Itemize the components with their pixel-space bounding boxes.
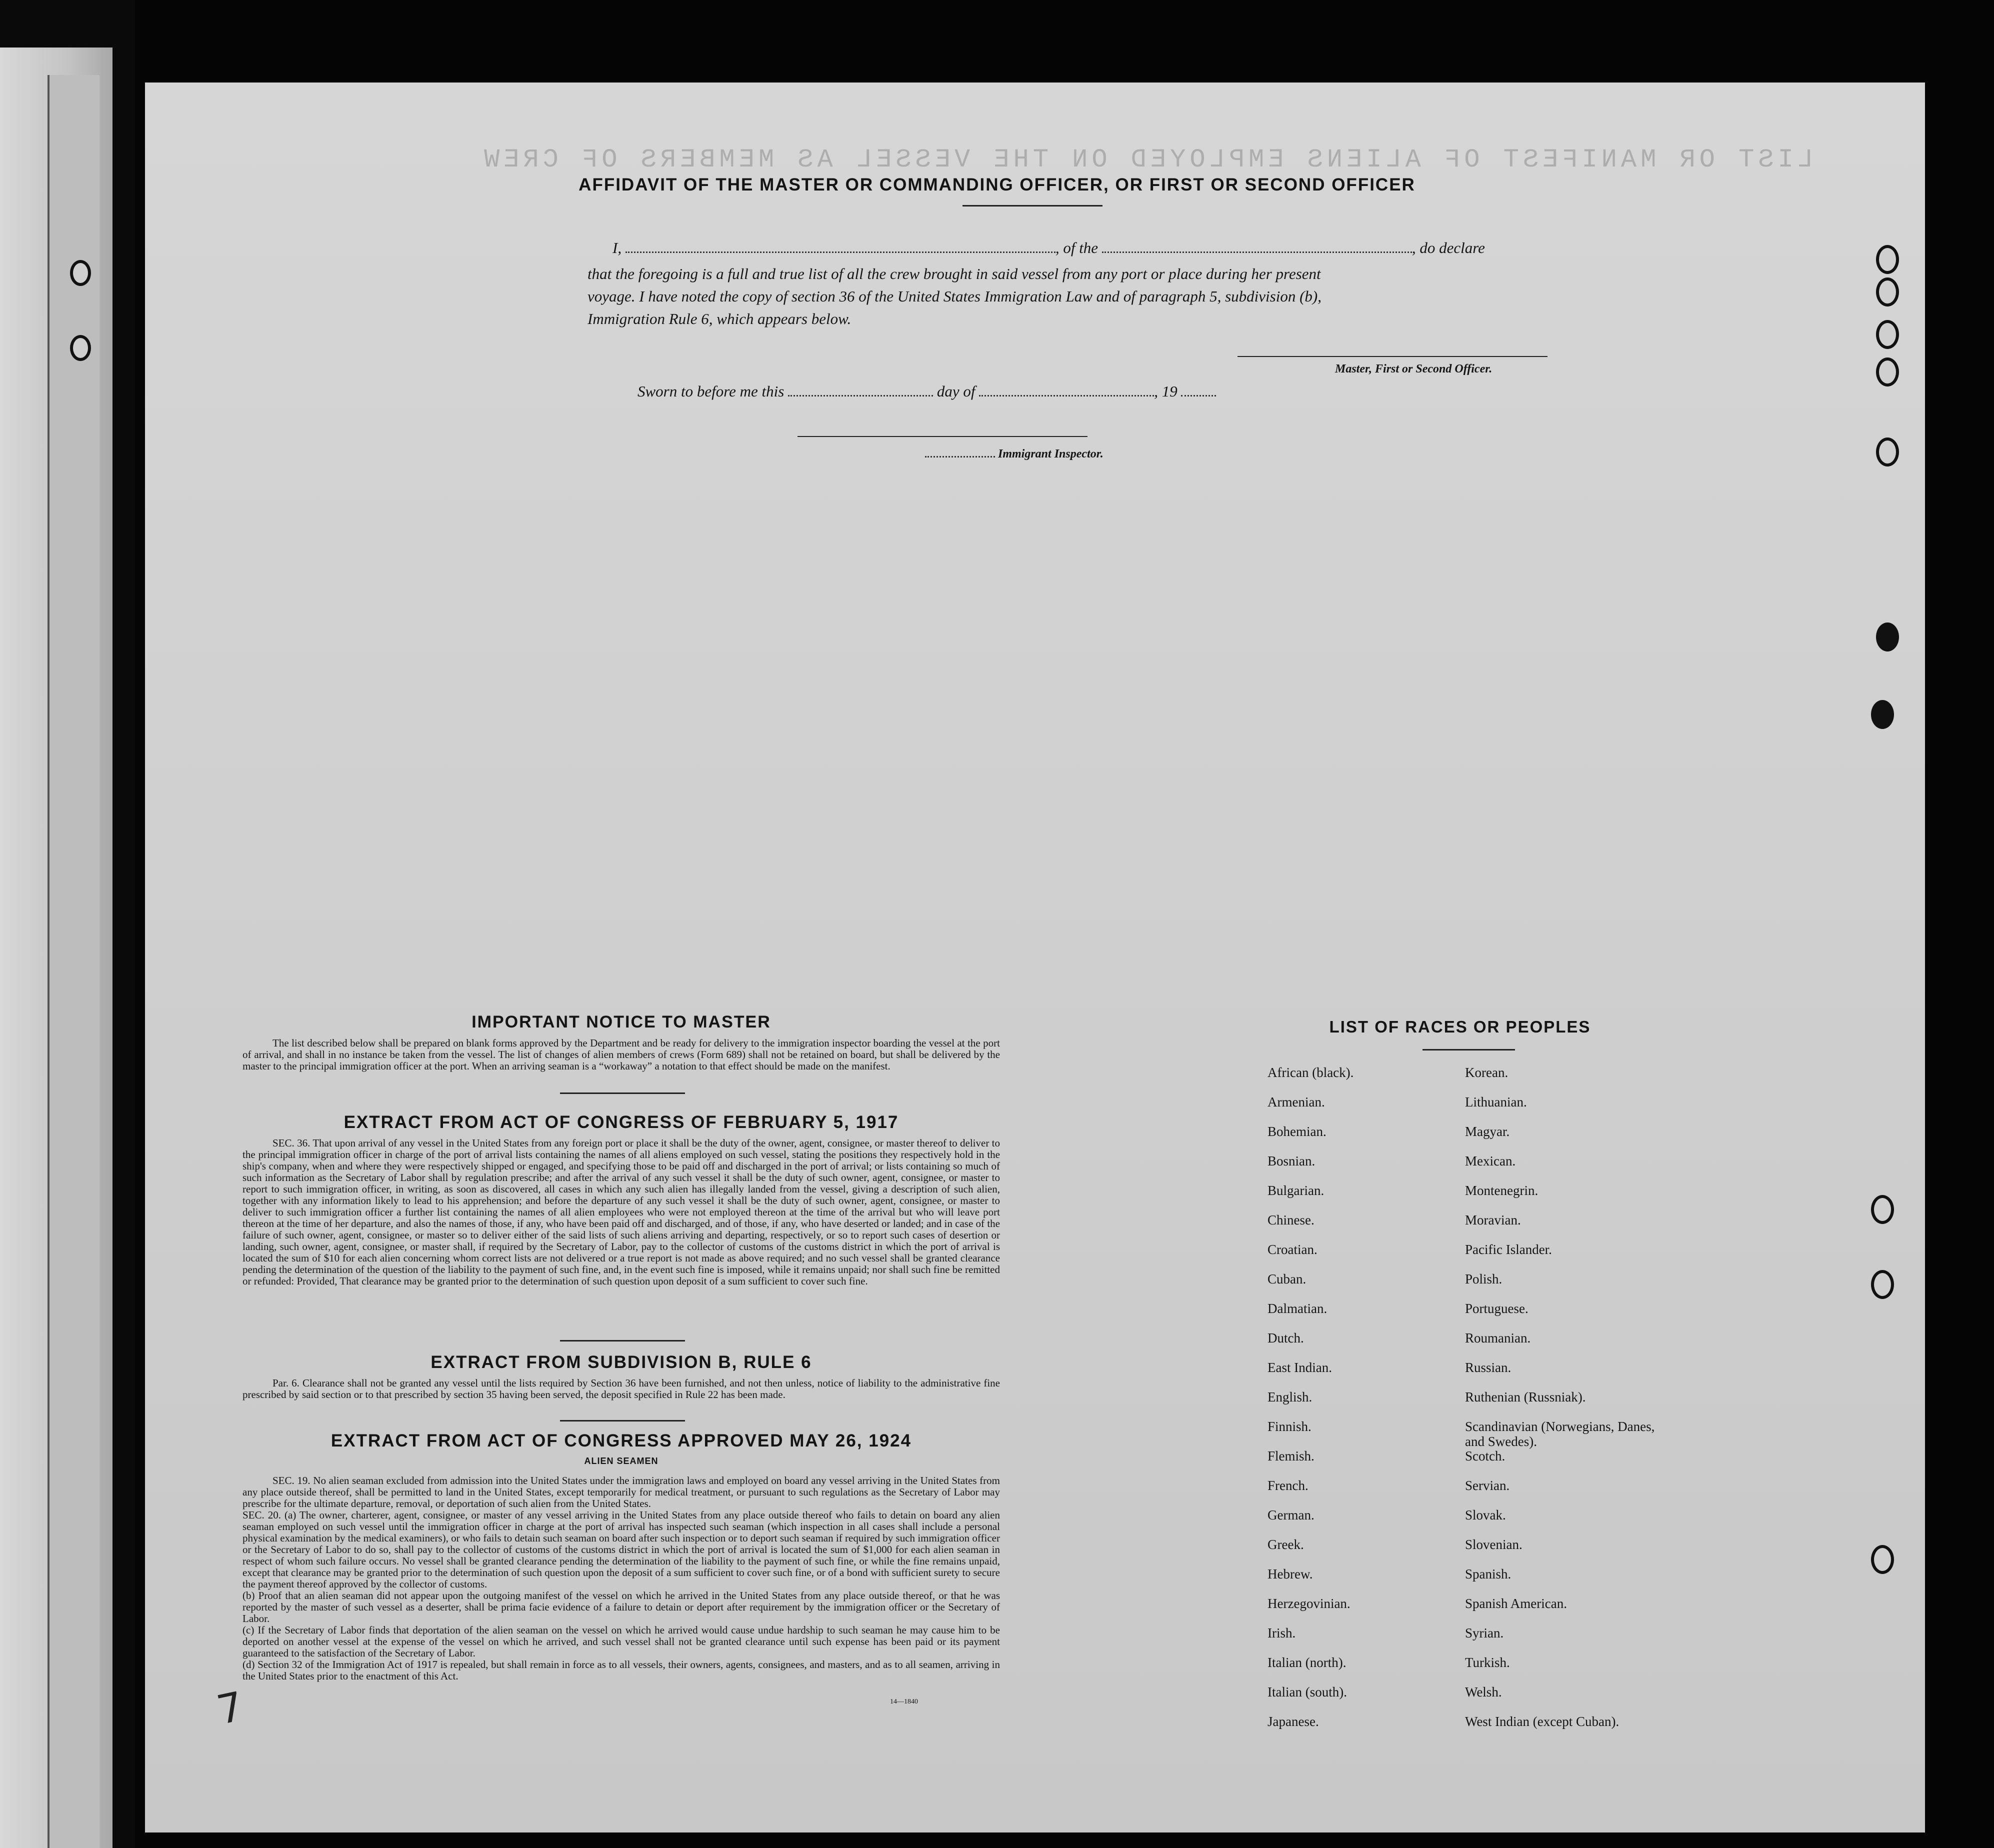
race-item: Russian. bbox=[1465, 1360, 1512, 1375]
punch-hole bbox=[1871, 1195, 1894, 1224]
race-item: Pacific Islander. bbox=[1465, 1242, 1552, 1257]
race-item: Japanese. bbox=[1268, 1714, 1319, 1729]
punch-hole bbox=[1871, 700, 1894, 729]
race-item: Roumanian. bbox=[1465, 1330, 1531, 1346]
race-item: Armenian. bbox=[1268, 1094, 1325, 1110]
notice-body: The list described below shall be prepared on blank forms approved by the Department and be ready for delivery to the immigration inspector boarding the vessel at the port of arrival, and shall in no instance be taken from the vessel. The list of changes of alien members of crews (Form 689) shall not be retained on board, but shall be delivered by the master to the principal immigration officer at the port. When an arriving seaman is a “workaway” a notation to that effect should be made on the manifest. bbox=[242, 1037, 1000, 1072]
extract-1924-body: SEC. 19. No alien seaman excluded from admission into the United States under the immigration laws and employed on board any vessel arriving in the United States from any place outside thereof, shall be permitted to land in the United States, except temporarily for medical treatment, or pursuant to such regulations as the Secretary of Labor may prescribe for the ultimate departure, removal, or deportation of such alien from the United States. SEC. 20. (a) The owner, charterer, agent, consignee, or master of any vessel arriving in the United States from any place outside thereof who fails to detain on board any alien seaman employed on such vessel until the immigration officer in charge at the port of arrival has inspected such seaman (which inspection in all cases shall include a personal physical examination by the medical examiners), or who fails to detain such seaman on board after such inspection or to deport such seaman if required by such immigration officer or the Secretary of Labor to do so, shall pay to the collector of customs of the customs district in which the port of arrival is located the sum of $1,000 for each alien seaman in respect of whom such failure occurs. No vessel shall be granted clearance pending the determination of the liability to the payment of such fine, or while the fine remains unpaid, except that clearance may be granted prior to the determination of such question upon the deposit of a sum sufficient to cover such fine, or of a bond with sufficient surety to secure the payment thereof approved by the collector of customs. (b) Proof that an alien seaman did not appear upon the outgoing manifest of the vessel on which he arrived in the United States from any place outside thereof, or that he was reported by the master of such vessel as a deserter, shall be prima facie evidence of a failure to detain or deport after requirement by the immigration officer or the Secretary of Labor. (c) If the Secretary of Labor finds that deportation of the alien seaman on the vessel on which he arrived would cause undue hardship to such seaman he may cause him to be deported on another vessel at the expense of the vessel on which he arrived, and such vessel shall not be granted clearance until such expense has been paid or its payment guaranteed to the satisfaction of the Secretary of Labor. (d) Section 32 of the Immigration Act of 1917 is repealed, but shall remain in force as to all vessels, their owners, agents, consignees, and masters, and as to all seamen, arriving in the United States prior to the enactment of this Act. bbox=[242, 1474, 1000, 1682]
extract-1924-subtitle: ALIEN SEAMEN bbox=[584, 1456, 658, 1466]
affidavit-title: AFFIDAVIT OF THE MASTER OR COMMANDING OFFICER, OR FIRST OR SECOND OFFICER bbox=[578, 175, 1416, 194]
vessel-blank[interactable] bbox=[1102, 242, 1412, 253]
punch-hole bbox=[1871, 1270, 1894, 1299]
race-item: French. bbox=[1268, 1478, 1308, 1493]
race-item: Lithuanian. bbox=[1465, 1094, 1527, 1110]
race-item: Montenegrin. bbox=[1465, 1183, 1538, 1198]
race-item: Ruthenian (Russniak). bbox=[1465, 1390, 1586, 1404]
race-item: Croatian. bbox=[1268, 1242, 1318, 1257]
race-item: Portuguese. bbox=[1465, 1301, 1528, 1316]
race-item: Slovenian. bbox=[1465, 1537, 1522, 1552]
race-item: Welsh. bbox=[1465, 1684, 1502, 1700]
race-item: Mexican. bbox=[1465, 1154, 1516, 1168]
race-item: Syrian. bbox=[1465, 1626, 1504, 1640]
race-item: Servian. bbox=[1465, 1478, 1510, 1493]
race-item: Bulgarian. bbox=[1268, 1183, 1324, 1198]
form-number: 14—1840 bbox=[890, 1698, 918, 1706]
punch-hole bbox=[1876, 278, 1899, 306]
extract-1917-body: SEC. 36. That upon arrival of any vessel in the United States from any foreign port or place it shall be the duty of the owner, agent, consignee, or master thereof to deliver to the principal immigration officer in charge of the port of arrival lists containing the names of all aliens employed on such vessel, stating the positions they respectively hold in the ship's company, when and where they were respectively shipped or engaged, and specifying those to be paid off and discharged in the port of arrival; or lists containing so much of such information as the Secretary of Labor shall by regulation prescribe; and after the arrival of any such vessel it shall be the duty of such owner, agent, consignee, or master to report to such immigration officer, in writing, as soon as discovered, all cases in which any such alien has illegally landed from the vessel, giving a description of such alien, together with any information likely to lead to his apprehension; and before the departure of any such vessel it shall be the duty of such owner, agent, consignee, or master to deliver to such immigration officer a further list containing the names of all alien employees who were not employed thereon at the time of the arrival but who will leave port thereon at the time of her departure, and also the names of those, if any, who have been paid off and discharged, and of those, if any, who have deserted or landed; and in case of the failure of such owner, agent, consignee, or master so to deliver either of the said lists of such aliens arriving and departing, respectively, or so to report such cases of desertion or landing, such owner, agent, consignee, or master shall, if required by the Secretary of Labor, pay to the collector of customs of the customs district in which the port of arrival is located the sum of $10 for each alien concerning whom correct lists are not delivered or a true report is not made as above required; and no such vessel shall be granted clearance pending the determination of the question of the liability to the payment of such fine, and, in the event such fine is imposed, while it remains unpaid; nor shall such fine be remitted or refunded: Provided, That clearance may be granted prior to the determination of such question upon deposit of a sum sufficient to cover such fine. bbox=[242, 1137, 1000, 1287]
rule6-title: EXTRACT FROM SUBDIVISION B, RULE 6 bbox=[430, 1352, 812, 1372]
punch-hole bbox=[1871, 1545, 1894, 1574]
race-item: Moravian. bbox=[1465, 1212, 1521, 1228]
race-item: Flemish. bbox=[1268, 1448, 1314, 1464]
affidavit-of-the: , of the bbox=[1055, 239, 1098, 256]
punch-hole bbox=[1876, 438, 1899, 466]
affidavit-line-1 bbox=[612, 239, 1485, 257]
race-item: Italian (north). bbox=[1268, 1655, 1346, 1670]
punch-hole bbox=[1876, 245, 1899, 274]
inspector-line bbox=[925, 448, 1104, 461]
race-item: Greek. bbox=[1268, 1537, 1304, 1552]
section-rule bbox=[560, 1340, 685, 1342]
race-item: African (black). bbox=[1268, 1065, 1354, 1080]
signature-line[interactable] bbox=[1238, 356, 1548, 357]
race-item: Turkish. bbox=[1465, 1655, 1510, 1670]
race-item: English. bbox=[1268, 1390, 1312, 1404]
section-rule bbox=[560, 1420, 685, 1422]
affidavit-line-3: voyage. I have noted the copy of section 36 of the United States Immigration Law and of paragraph 5, subdivision (b), bbox=[588, 288, 1322, 305]
race-item: Magyar. bbox=[1465, 1124, 1510, 1139]
race-item: Slovak. bbox=[1465, 1508, 1506, 1522]
name-blank[interactable] bbox=[626, 242, 1056, 253]
affidavit-declare: , do declare bbox=[1412, 239, 1485, 256]
sworn-year: , 19 bbox=[1154, 382, 1178, 400]
bleed-through-heading: LIST OR MANIFEST OF ALIENS EMPLOYED ON THE VESSEL AS MEMBERS OF CREW bbox=[480, 145, 1813, 174]
punch-hole bbox=[1876, 320, 1899, 349]
races-title: LIST OF RACES OR PEOPLES bbox=[1329, 1018, 1591, 1036]
race-item: Spanish. bbox=[1465, 1566, 1512, 1582]
affidavit-line-4: Immigration Rule 6, which appears below. bbox=[588, 310, 852, 328]
race-item: Scandinavian (Norwegians, Danes, and Swedes). bbox=[1465, 1419, 1655, 1449]
race-item: Polish. bbox=[1465, 1272, 1502, 1286]
race-item: Bohemian. bbox=[1268, 1124, 1326, 1139]
handwritten-mark: 7 bbox=[212, 1682, 248, 1734]
sworn-line bbox=[638, 382, 1216, 400]
race-item: Finnish. bbox=[1268, 1419, 1312, 1434]
race-item: Dalmatian. bbox=[1268, 1301, 1328, 1316]
race-item: Scotch. bbox=[1465, 1448, 1506, 1464]
race-item: Cuban. bbox=[1268, 1272, 1306, 1286]
punch-hole bbox=[70, 335, 91, 361]
punch-hole bbox=[1876, 358, 1899, 386]
race-item: Hebrew. bbox=[1268, 1566, 1313, 1582]
affidavit-i: I, bbox=[612, 239, 622, 256]
race-item: Italian (south). bbox=[1268, 1684, 1347, 1700]
signature-label: Master, First or Second Officer. bbox=[1335, 362, 1492, 376]
race-item: Bosnian. bbox=[1268, 1154, 1316, 1168]
sworn-day: day of bbox=[936, 382, 976, 400]
race-item: Chinese. bbox=[1268, 1212, 1314, 1228]
race-item: Irish. bbox=[1268, 1626, 1296, 1640]
race-item: West Indian (except Cuban). bbox=[1465, 1714, 1620, 1729]
race-item: Korean. bbox=[1465, 1065, 1508, 1080]
punch-hole bbox=[70, 260, 91, 286]
rule6-body: Par. 6. Clearance shall not be granted any vessel until the lists required by Section 36 have been furnished, and not then unless, notice of liability to the administrative fine prescribed by said section or to that prescribed by section 35 having been served, the deposit specified in Rule 22 has been made. bbox=[242, 1377, 1000, 1400]
race-item: Herzegovinian. bbox=[1268, 1596, 1350, 1611]
extract-1924-title: EXTRACT FROM ACT OF CONGRESS APPROVED MAY 26, 1924 bbox=[330, 1431, 912, 1450]
section-rule bbox=[560, 1092, 685, 1094]
sworn-text: Sworn to before me this bbox=[638, 382, 784, 400]
races-rule bbox=[1422, 1049, 1515, 1050]
notice-title: IMPORTANT NOTICE TO MASTER bbox=[472, 1012, 771, 1032]
race-item: Spanish American. bbox=[1465, 1596, 1567, 1611]
title-rule bbox=[962, 205, 1102, 206]
inspector-signature-line[interactable] bbox=[798, 436, 1088, 437]
affidavit-line-2: that the foregoing is a full and true list of all the crew brought in said vessel from any port or place during her present bbox=[588, 265, 1321, 282]
punch-hole bbox=[1876, 622, 1899, 652]
race-item: Dutch. bbox=[1268, 1330, 1304, 1346]
sworn-day-blank[interactable] bbox=[788, 385, 933, 396]
inspector-blank bbox=[925, 450, 995, 458]
race-item: East Indian. bbox=[1268, 1360, 1332, 1375]
extract-1917-title: EXTRACT FROM ACT OF CONGRESS OF FEBRUARY 5, 1917 bbox=[344, 1112, 899, 1132]
sworn-year-blank[interactable] bbox=[1181, 385, 1216, 396]
inspector-label: Immigrant Inspector. bbox=[998, 448, 1104, 460]
race-item: German. bbox=[1268, 1508, 1314, 1522]
sworn-month-blank[interactable] bbox=[979, 385, 1154, 396]
